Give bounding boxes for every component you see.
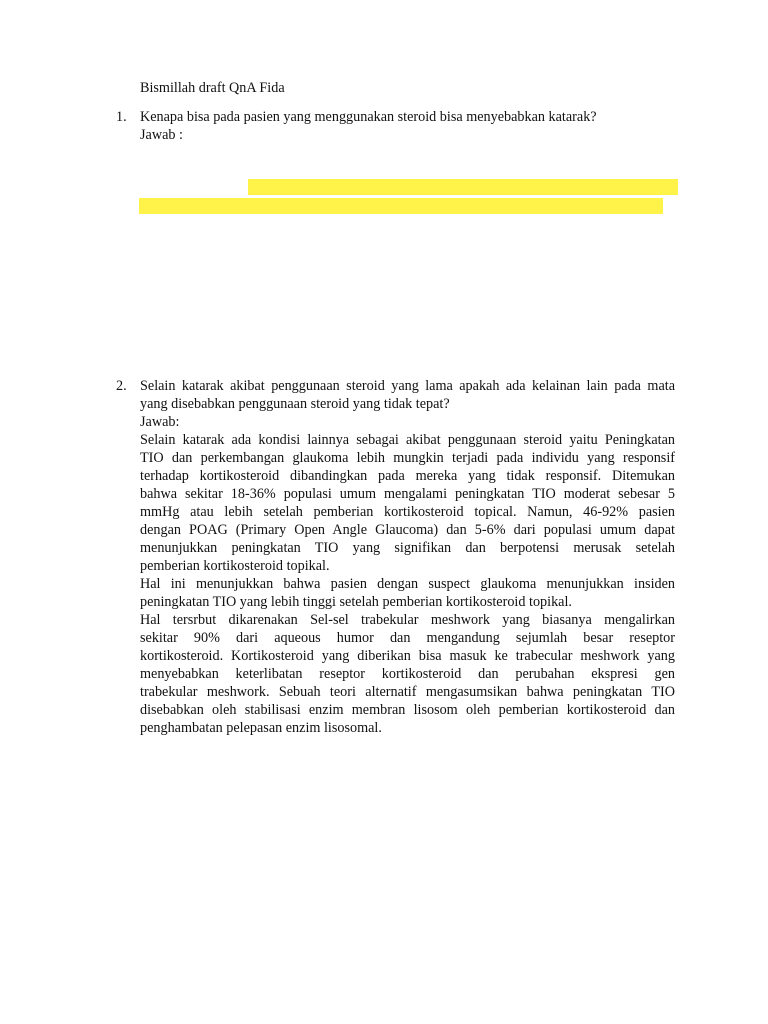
answer-2-p1-line: Selain katarak ada kondisi lainnya sebagai akibat penggunaan steroid yaitu Peningkatan	[140, 432, 675, 448]
question-2-text-line2: yang disebabkan penggunaan steroid yang tidak tepat?	[140, 396, 450, 412]
answer-2-p2-line: Hal ini menunjukkan bahwa pasien dengan suspect glaukoma menunjukkan insiden	[140, 576, 675, 592]
answer-2-p3-line: kortikosteroid. Kortikosteroid yang diberikan bisa masuk ke trabecular meshwork yang	[140, 648, 675, 664]
answer-2-p1-line: TIO dan perkembangan glaukoma lebih mungkin terjadi pada individu yang responsif	[140, 450, 675, 466]
answer-2-p2-line: peningkatan TIO yang lebih tinggi setelah pemberian kortikosteroid topikal.	[140, 594, 572, 610]
question-2-number: 2.	[116, 378, 127, 394]
highlight-bar-2	[139, 198, 663, 214]
answer-2-p3-line: menyebabkan keterlibatan reseptor kortikosteroid dan perubahan ekspresi gen	[140, 666, 675, 682]
answer-2-p3-line: trabekular meshwork. Sebuah teori alternatif mengasumsikan bahwa peningkatan TIO	[140, 684, 675, 700]
answer-2-p3-line: disebabkan oleh stabilisasi enzim membran lisosom oleh pemberian kortikosteroid dan	[140, 702, 675, 718]
question-2-text-line1: Selain katarak akibat penggunaan steroid yang lama apakah ada kelainan lain pada mata	[140, 378, 675, 394]
document-header: Bismillah draft QnA Fida	[140, 80, 285, 96]
answer-2-p3-line: Hal tersrbut dikarenakan Sel-sel trabekular meshwork yang biasanya mengalirkan	[140, 612, 675, 628]
highlight-bar-1	[248, 179, 678, 195]
answer-2-p3-line: sekitar 90% dari aqueous humor dan mengandung sejumlah besar reseptor	[140, 630, 675, 646]
answer-2-p3-line: penghambatan pelepasan enzim lisosomal.	[140, 720, 382, 736]
question-1-answer-label: Jawab :	[140, 127, 183, 143]
question-2-answer-label: Jawab:	[140, 414, 180, 430]
answer-2-p1-line: bahwa sekitar 18-36% populasi umum mengalami peningkatan TIO moderat sebesar 5	[140, 486, 675, 502]
answer-2-p1-line: menunjukkan peningkatan TIO yang signifikan dan berpotensi merusak setelah	[140, 540, 675, 556]
question-1-text: Kenapa bisa pada pasien yang menggunakan steroid bisa menyebabkan katarak?	[140, 109, 597, 125]
answer-2-p1-line: terhadap kortikosteroid dibandingkan pada mereka yang tidak responsif. Ditemukan	[140, 468, 675, 484]
answer-2-p1-line: pemberian kortikosteroid topikal.	[140, 558, 330, 574]
answer-2-p1-line: mmHg atau lebih setelah pemberian kortikosteroid topical. Namun, 46-92% pasien	[140, 504, 675, 520]
answer-2-p1-line: dengan POAG (Primary Open Angle Glaucoma) dan 5-6% dari populasi umum dapat	[140, 522, 675, 538]
question-1-number: 1.	[116, 109, 127, 125]
